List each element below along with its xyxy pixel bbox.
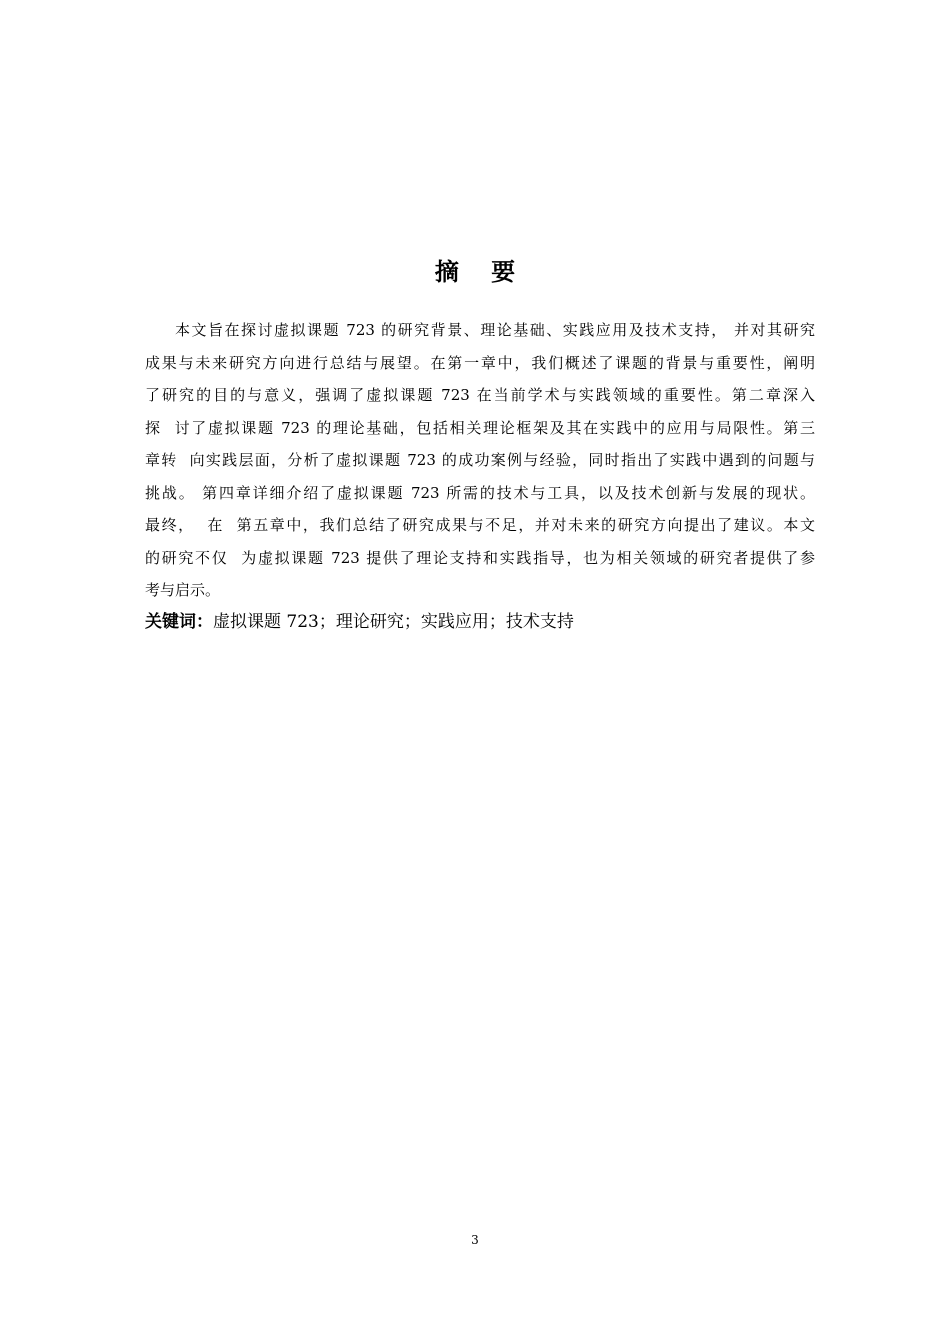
- abstract-line: 最终， 在 第五章中，我们总结了研究成果与不足，并对未来的研究方向提出了建议。本文: [145, 516, 815, 534]
- keywords-line: [145, 606, 815, 638]
- abstract-line: 本文旨在探讨虚拟课题 723 的研究背景、理论基础、实践应用及技术支持， 并对其研究: [175, 321, 815, 339]
- abstract-line: 成果与未来研究方向进行总结与展望。在第一章中，我们概述了课题的背景与重要性，阐明: [145, 353, 815, 372]
- abstract-line: 了研究的目的与意义，强调了虚拟课题 723 在当前学术与实践领域的重要性。第二章深入: [145, 386, 815, 404]
- abstract-line: 挑战。 第四章详细介绍了虚拟课题 723 所需的技术与工具，以及技术创新与发展的现状。: [145, 483, 815, 502]
- page-number: 3: [471, 1233, 479, 1247]
- abstract-line: 的研究不仅 为虚拟课题 723 提供了理论支持和实践指导，也为相关领域的研究者提供了参: [145, 548, 815, 567]
- abstract-line: 考与启示。: [145, 581, 221, 599]
- keywords-label: 关键词：: [145, 612, 213, 632]
- abstract-title: 摘 要: [434, 258, 528, 286]
- abstract-line: 探 讨了虚拟课题 723 的理论基础，包括相关理论框架及其在实践中的应用与局限性。第三: [145, 418, 815, 437]
- abstract-line: 章转 向实践层面，分析了虚拟课题 723 的成功案例与经验，同时指出了实践中遇到的问题与: [145, 451, 815, 469]
- abstract-body: [145, 314, 815, 607]
- keywords-text: 虚拟课题 723；理论研究；实践应用；技术支持: [213, 612, 574, 632]
